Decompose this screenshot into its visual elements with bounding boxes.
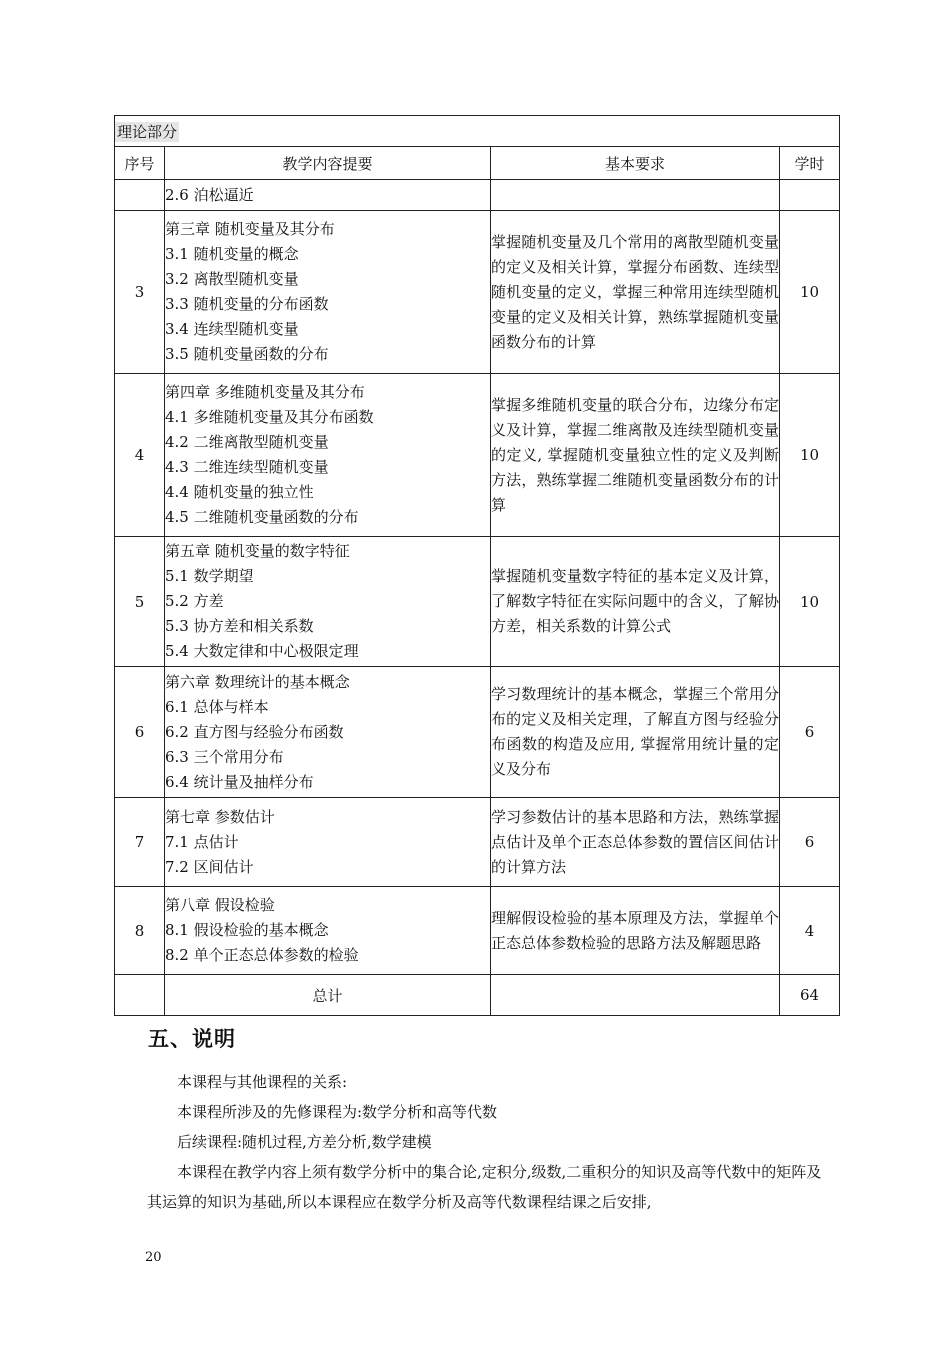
row-num: 6 (115, 667, 165, 798)
content-line: 6.3 三个常用分布 (165, 747, 284, 766)
header-hours: 学时 (780, 147, 840, 180)
section-label: 理论部分 (117, 122, 178, 141)
content-line: 4.2 二维离散型随机变量 (165, 433, 329, 451)
total-hours: 64 (780, 975, 840, 1016)
row-hours (780, 180, 840, 211)
content-line: 5.1 数学期望 (165, 567, 254, 585)
section-cell (115, 116, 840, 147)
content-line: 5.3 协方差和相关系数 (165, 617, 314, 635)
table-row (115, 537, 840, 667)
content-line: 第三章 随机变量及其分布 (165, 220, 335, 238)
content-line: 3.2 离散型随机变量 (165, 270, 299, 288)
content-line: 7.1 点估计 (165, 832, 239, 851)
total-label: 总计 (165, 975, 491, 1016)
content-line: 5.4 大数定律和中心极限定理 (165, 642, 359, 660)
row-req: 掌握随机变量数字特征的基本定义及计算，了解数字特征在实际问题中的含义，了解协方差，相关系数的计算公式 (491, 537, 780, 667)
content-line: 第六章 数理统计的基本概念 (165, 672, 350, 691)
header-req: 基本要求 (491, 147, 780, 180)
table-row (115, 887, 840, 975)
row-req: 掌握多维随机变量的联合分布，边缘分布定义及计算，掌握二维离散及连续型随机变量的定义, 掌握随机变量独立性的定义及判断方法，熟练掌握二维随机变量函数分布的计算 (491, 374, 780, 537)
paragraph: 后续课程:随机过程,方差分析,数学建模 (177, 1133, 432, 1151)
section-row (115, 116, 840, 147)
row-content (165, 180, 491, 211)
page-number: 20 (145, 1250, 162, 1265)
row-req: 学习数理统计的基本概念，掌握三个常用分布的定义及相关定理，了解直方图与经验分布函数的构造及应用, 掌握常用统计量的定义及分布 (491, 667, 780, 798)
row-hours: 6 (780, 667, 840, 798)
row-req (491, 180, 780, 211)
paragraph: 本课程在教学内容上须有数学分析中的集合论,定积分,级数,二重积分的知识及高等代数中的矩阵及其运算的知识为基础,所以本课程应在数学分析及高等代数课程结课之后安排, (147, 1163, 822, 1211)
content-line: 6.2 直方图与经验分布函数 (165, 722, 344, 741)
row-num: 4 (115, 374, 165, 537)
row-num (115, 180, 165, 211)
row-content (165, 374, 491, 537)
content-line: 6.1 总体与样本 (165, 697, 269, 716)
content-line: 第四章 多维随机变量及其分布 (165, 383, 365, 401)
content-line: 6.4 统计量及抽样分布 (165, 772, 314, 791)
row-req: 理解假设检验的基本原理及方法，掌握单个正态总体参数检验的思路方法及解题思路 (491, 887, 780, 975)
content-line: 4.3 二维连续型随机变量 (165, 458, 329, 476)
row-req: 掌握随机变量及几个常用的离散型随机变量的定义及相关计算，掌握分布函数、连续型随机变量的定义，掌握三种常用连续型随机变量的定义及相关计算，熟练掌握随机变量函数分布的计算 (491, 211, 780, 374)
content-line: 3.1 随机变量的概念 (165, 245, 299, 263)
section-title: 五、说明 (148, 1027, 236, 1051)
header-num: 序号 (115, 147, 165, 180)
content-line: 第八章 假设检验 (165, 896, 275, 914)
row-hours: 10 (780, 537, 840, 667)
table-row (115, 211, 840, 374)
row-num: 3 (115, 211, 165, 374)
content-line: 5.2 方差 (165, 592, 224, 610)
content-line: 2.6 泊松逼近 (165, 185, 254, 204)
total-row (115, 975, 840, 1016)
header-content: 教学内容提要 (165, 147, 491, 180)
row-hours: 10 (780, 211, 840, 374)
row-hours: 10 (780, 374, 840, 537)
row-req: 学习参数估计的基本思路和方法，熟练掌握点估计及单个正态总体参数的置信区间估计的计算方法 (491, 798, 780, 887)
row-hours: 4 (780, 887, 840, 975)
content-line: 7.2 区间估计 (165, 857, 254, 876)
paragraph: 本课程与其他课程的关系: (177, 1073, 348, 1091)
row-num: 5 (115, 537, 165, 667)
row-content (165, 211, 491, 374)
content-line: 第七章 参数估计 (165, 807, 275, 826)
content-line: 4.4 随机变量的独立性 (165, 483, 314, 501)
content-line: 4.1 多维随机变量及其分布函数 (165, 408, 374, 426)
syllabus-table (114, 115, 840, 1016)
row-num: 7 (115, 798, 165, 887)
content-line: 8.2 单个正态总体参数的检验 (165, 946, 359, 964)
content-line: 3.3 随机变量的分布函数 (165, 295, 329, 313)
table-row (115, 798, 840, 887)
row-content (165, 798, 491, 887)
row-num: 8 (115, 887, 165, 975)
content-line: 8.1 假设检验的基本概念 (165, 921, 329, 939)
row-content (165, 887, 491, 975)
total-req-cell (491, 975, 780, 1016)
total-num-cell (115, 975, 165, 1016)
table-row (115, 374, 840, 537)
row-hours: 6 (780, 798, 840, 887)
content-line: 3.4 连续型随机变量 (165, 320, 299, 338)
content-line: 3.5 随机变量函数的分布 (165, 345, 329, 363)
row-content (165, 537, 491, 667)
content-line: 第五章 随机变量的数字特征 (165, 542, 350, 560)
paragraph: 本课程所涉及的先修课程为:数学分析和高等代数 (177, 1103, 498, 1121)
content-line: 4.5 二维随机变量函数的分布 (165, 508, 359, 526)
row-content (165, 667, 491, 798)
header-row (115, 147, 840, 180)
table-row (115, 667, 840, 798)
table-row (115, 180, 840, 211)
